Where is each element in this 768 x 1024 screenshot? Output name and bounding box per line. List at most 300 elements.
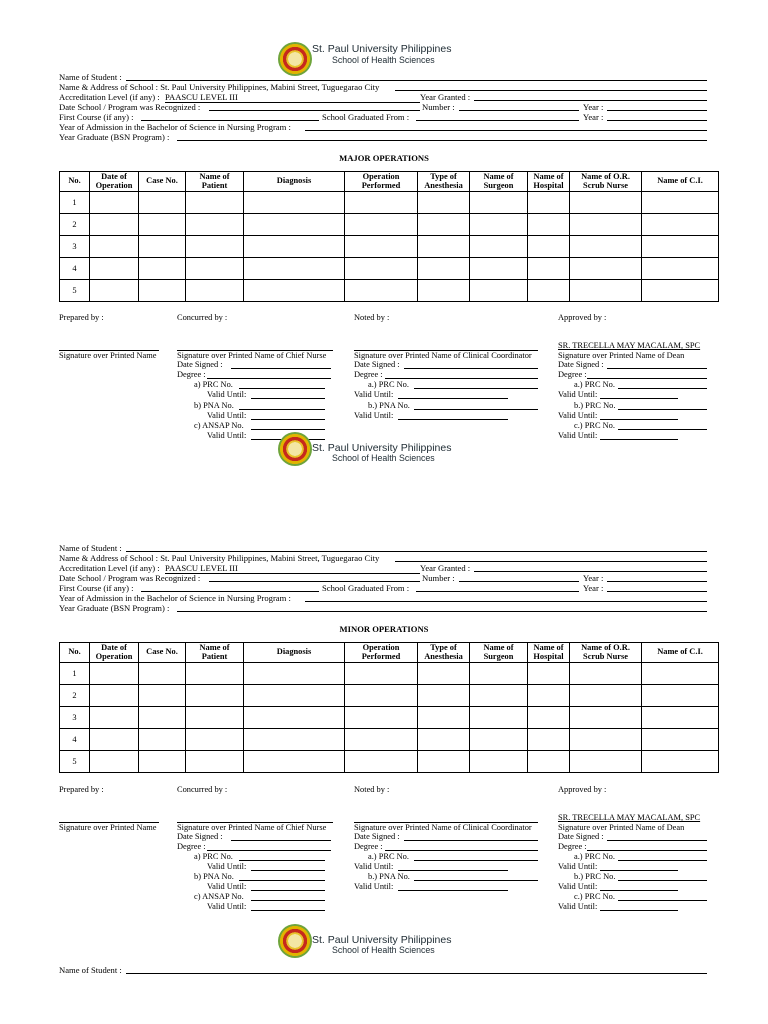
year-field-2[interactable] bbox=[607, 591, 707, 592]
table-row bbox=[60, 236, 719, 258]
valid-until-field[interactable] bbox=[600, 398, 678, 399]
university-name: St. Paul University Philippines bbox=[312, 442, 452, 454]
row-number: 4 bbox=[60, 729, 90, 751]
year-graduate-label: Year Graduate (BSN Program) : bbox=[59, 603, 170, 613]
degree-field[interactable] bbox=[207, 378, 331, 379]
prc-field[interactable] bbox=[414, 860, 538, 861]
table-cell[interactable] bbox=[570, 707, 642, 729]
valid-until-label: Valid Until: bbox=[354, 390, 394, 399]
valid-until-field[interactable] bbox=[398, 419, 508, 420]
table-cell[interactable] bbox=[570, 685, 642, 707]
pna-field[interactable] bbox=[414, 880, 538, 881]
table-cell[interactable] bbox=[470, 214, 528, 236]
ansap-field[interactable] bbox=[251, 900, 325, 901]
table-cell[interactable] bbox=[470, 258, 528, 280]
concurred-by-label: Concurred by : bbox=[177, 313, 228, 322]
first-course-field[interactable] bbox=[141, 591, 319, 592]
col-header: Name of Patient bbox=[186, 643, 244, 663]
valid-until-label: Valid Until: bbox=[558, 902, 598, 911]
student-name-label: Name of Student : bbox=[59, 965, 122, 975]
col-header: Name of Surgeon bbox=[470, 643, 528, 663]
minor-operations-table bbox=[59, 642, 719, 773]
valid-until-label: Valid Until: bbox=[354, 862, 394, 871]
row-number: 2 bbox=[60, 214, 90, 236]
table-cell[interactable] bbox=[139, 236, 186, 258]
row-number: 5 bbox=[60, 280, 90, 302]
date-signed-field[interactable] bbox=[607, 840, 707, 841]
table-cell[interactable] bbox=[418, 663, 470, 685]
year-granted-label: Year Granted : bbox=[420, 563, 471, 573]
degree-label: Degree : bbox=[354, 370, 383, 379]
table-cell[interactable] bbox=[345, 236, 418, 258]
table-cell[interactable] bbox=[418, 707, 470, 729]
year-label: Year : bbox=[583, 102, 604, 112]
valid-until-label: Valid Until: bbox=[558, 862, 598, 871]
table-cell[interactable] bbox=[90, 707, 139, 729]
row-number: 1 bbox=[60, 663, 90, 685]
col-header: Case No. bbox=[139, 172, 186, 192]
row-number: 2 bbox=[60, 685, 90, 707]
school-address-field[interactable] bbox=[395, 90, 707, 91]
date-signed-label: Date Signed : bbox=[177, 360, 223, 369]
col-header: Operation Performed bbox=[345, 643, 418, 663]
school-name: School of Health Sciences bbox=[332, 945, 435, 955]
table-cell[interactable] bbox=[528, 751, 570, 773]
table-cell[interactable] bbox=[418, 751, 470, 773]
table-cell[interactable] bbox=[345, 258, 418, 280]
col-header: Operation Performed bbox=[345, 172, 418, 192]
row-number: 4 bbox=[60, 258, 90, 280]
col-header: Name of Surgeon bbox=[470, 172, 528, 192]
table-cell[interactable] bbox=[186, 729, 244, 751]
date-signed-field[interactable] bbox=[231, 840, 331, 841]
table-row bbox=[60, 258, 719, 280]
table-cell[interactable] bbox=[345, 663, 418, 685]
valid-until-label: Valid Until: bbox=[558, 882, 598, 891]
school-name: School of Health Sciences bbox=[332, 55, 435, 65]
degree-label: Degree : bbox=[558, 842, 587, 851]
table-cell[interactable] bbox=[186, 236, 244, 258]
table-cell[interactable] bbox=[642, 258, 719, 280]
table-cell[interactable] bbox=[345, 707, 418, 729]
sig-chief-nurse: Signature over Printed Name of Chief Nurse bbox=[177, 350, 333, 361]
school-address-label: Name & Address of School : St. Paul University Philippines, Mabini Street, Tuguegarao City bbox=[59, 553, 380, 563]
table-cell[interactable] bbox=[570, 663, 642, 685]
valid-until-field[interactable] bbox=[398, 398, 508, 399]
col-header: Diagnosis bbox=[244, 643, 345, 663]
prc-label: a.) PRC No. bbox=[368, 380, 409, 389]
major-operations-table bbox=[59, 171, 719, 302]
table-cell[interactable] bbox=[528, 258, 570, 280]
year-graduate-field[interactable] bbox=[177, 140, 707, 141]
table-cell[interactable] bbox=[418, 236, 470, 258]
table-cell[interactable] bbox=[570, 751, 642, 773]
valid-until-label: Valid Until: bbox=[207, 862, 247, 871]
valid-until-field[interactable] bbox=[600, 870, 678, 871]
table-cell[interactable] bbox=[186, 214, 244, 236]
table-cell[interactable] bbox=[470, 685, 528, 707]
valid-until-label: Valid Until: bbox=[207, 902, 247, 911]
prc-label: a.) PRC No. bbox=[368, 852, 409, 861]
valid-until-field[interactable] bbox=[398, 870, 508, 871]
col-header: Type of Anesthesia bbox=[418, 643, 470, 663]
table-cell[interactable] bbox=[570, 280, 642, 302]
university-seal-icon bbox=[278, 924, 312, 958]
sig-chief-nurse: Signature over Printed Name of Chief Nurse bbox=[177, 822, 333, 833]
recognized-field[interactable] bbox=[209, 110, 420, 111]
table-cell[interactable] bbox=[139, 214, 186, 236]
pna-field[interactable] bbox=[239, 880, 325, 881]
sig-clinical-coordinator: Signature over Printed Name of Clinical Coordinator bbox=[354, 822, 538, 833]
table-cell[interactable] bbox=[570, 214, 642, 236]
year-admission-field[interactable] bbox=[305, 130, 707, 131]
table-cell[interactable] bbox=[244, 751, 345, 773]
pna-label: b.) PNA No. bbox=[368, 401, 410, 410]
major-operations-title: MAJOR OPERATIONS bbox=[339, 153, 429, 163]
prc-field[interactable] bbox=[618, 429, 707, 430]
table-cell[interactable] bbox=[528, 214, 570, 236]
pna-label: b) PNA No. bbox=[194, 401, 234, 410]
valid-until-label: Valid Until: bbox=[207, 390, 247, 399]
table-cell[interactable] bbox=[642, 280, 719, 302]
university-name: St. Paul University Philippines bbox=[312, 43, 452, 55]
table-cell[interactable] bbox=[570, 729, 642, 751]
table-cell[interactable] bbox=[570, 258, 642, 280]
university-seal-icon bbox=[278, 432, 312, 466]
table-row bbox=[60, 214, 719, 236]
concurred-by-label: Concurred by : bbox=[177, 785, 228, 794]
school-graduated-field[interactable] bbox=[416, 591, 579, 592]
table-cell[interactable] bbox=[528, 236, 570, 258]
degree-field[interactable] bbox=[385, 378, 538, 379]
year-granted-label: Year Granted : bbox=[420, 92, 471, 102]
col-header: Date of Operation bbox=[90, 172, 139, 192]
year-admission-label: Year of Admission in the Bachelor of Science in Nursing Program : bbox=[59, 122, 291, 132]
table-cell[interactable] bbox=[90, 192, 139, 214]
school-graduated-label: School Graduated From : bbox=[322, 112, 410, 122]
table-cell[interactable] bbox=[470, 192, 528, 214]
valid-until-field[interactable] bbox=[251, 870, 325, 871]
table-cell[interactable] bbox=[244, 258, 345, 280]
table-cell[interactable] bbox=[470, 236, 528, 258]
table-cell[interactable] bbox=[90, 751, 139, 773]
university-header bbox=[278, 432, 478, 476]
first-course-field[interactable] bbox=[141, 120, 319, 121]
valid-until-field[interactable] bbox=[398, 890, 508, 891]
valid-until-label: Valid Until: bbox=[558, 390, 598, 399]
table-cell[interactable] bbox=[345, 751, 418, 773]
student-name-field[interactable] bbox=[126, 973, 707, 974]
year-label-2: Year : bbox=[583, 583, 604, 593]
table-cell[interactable] bbox=[90, 214, 139, 236]
table-cell[interactable] bbox=[244, 192, 345, 214]
degree-field[interactable] bbox=[587, 378, 707, 379]
table-cell[interactable] bbox=[90, 729, 139, 751]
noted-by-label: Noted by : bbox=[354, 313, 390, 322]
table-cell[interactable] bbox=[345, 729, 418, 751]
school-address-label: Name & Address of School : St. Paul University Philippines, Mabini Street, Tuguegarao City bbox=[59, 82, 380, 92]
university-name: St. Paul University Philippines bbox=[312, 934, 452, 946]
table-cell[interactable] bbox=[418, 214, 470, 236]
accreditation-value: PAASCU LEVEL III bbox=[165, 563, 420, 574]
table-cell[interactable] bbox=[186, 707, 244, 729]
valid-until-field[interactable] bbox=[251, 890, 325, 891]
table-cell[interactable] bbox=[139, 751, 186, 773]
school-graduated-field[interactable] bbox=[416, 120, 579, 121]
noted-by-label: Noted by : bbox=[354, 785, 390, 794]
school-name: School of Health Sciences bbox=[332, 453, 435, 463]
prc-field[interactable] bbox=[618, 409, 707, 410]
col-header: No. bbox=[60, 643, 90, 663]
sig-dean: Signature over Printed Name of Dean bbox=[558, 351, 685, 360]
valid-until-label: Valid Until: bbox=[207, 411, 247, 420]
date-signed-label: Date Signed : bbox=[354, 832, 400, 841]
year-admission-field[interactable] bbox=[305, 601, 707, 602]
table-cell[interactable] bbox=[186, 663, 244, 685]
col-header: Name of C.I. bbox=[642, 643, 719, 663]
table-cell[interactable] bbox=[470, 663, 528, 685]
table-cell[interactable] bbox=[345, 214, 418, 236]
prc-label: a) PRC No. bbox=[194, 852, 233, 861]
valid-until-label: Valid Until: bbox=[558, 411, 598, 420]
table-cell[interactable] bbox=[528, 663, 570, 685]
table-cell[interactable] bbox=[244, 685, 345, 707]
table-cell[interactable] bbox=[642, 214, 719, 236]
student-name-label: Name of Student : bbox=[59, 72, 122, 82]
year-field[interactable] bbox=[607, 581, 707, 582]
table-cell[interactable] bbox=[139, 685, 186, 707]
table-cell[interactable] bbox=[244, 280, 345, 302]
recognized-label: Date School / Program was Recognized : bbox=[59, 102, 201, 112]
col-header: Case No. bbox=[139, 643, 186, 663]
prc-field[interactable] bbox=[414, 388, 538, 389]
table-cell[interactable] bbox=[244, 236, 345, 258]
col-header: Diagnosis bbox=[244, 172, 345, 192]
date-signed-label: Date Signed : bbox=[177, 832, 223, 841]
accreditation-label: Accreditation Level (if any) : bbox=[59, 92, 160, 102]
dean-name: SR. TRECELLA MAY MACALAM, SPC bbox=[558, 341, 701, 350]
table-cell[interactable] bbox=[528, 729, 570, 751]
date-signed-field[interactable] bbox=[607, 368, 707, 369]
valid-until-field[interactable] bbox=[251, 910, 325, 911]
col-header: Name of C.I. bbox=[642, 172, 719, 192]
degree-label: Degree : bbox=[558, 370, 587, 379]
prc-label: b.) PRC No. bbox=[574, 401, 616, 410]
number-label: Number : bbox=[422, 102, 455, 112]
university-seal-icon bbox=[278, 42, 312, 76]
table-cell[interactable] bbox=[139, 280, 186, 302]
table-cell[interactable] bbox=[470, 729, 528, 751]
table-cell[interactable] bbox=[418, 192, 470, 214]
table-cell[interactable] bbox=[528, 685, 570, 707]
table-cell[interactable] bbox=[345, 192, 418, 214]
table-row bbox=[60, 751, 719, 773]
table-cell[interactable] bbox=[139, 729, 186, 751]
valid-until-field[interactable] bbox=[600, 890, 678, 891]
table-cell[interactable] bbox=[345, 685, 418, 707]
table-cell[interactable] bbox=[90, 236, 139, 258]
table-cell[interactable] bbox=[642, 236, 719, 258]
year-graduate-label: Year Graduate (BSN Program) : bbox=[59, 132, 170, 142]
prc-label: a) PRC No. bbox=[194, 380, 233, 389]
table-cell[interactable] bbox=[528, 192, 570, 214]
valid-until-field[interactable] bbox=[251, 398, 325, 399]
number-field[interactable] bbox=[459, 581, 579, 582]
table-cell[interactable] bbox=[528, 280, 570, 302]
table-cell[interactable] bbox=[570, 236, 642, 258]
minor-operations-title: MINOR OPERATIONS bbox=[339, 624, 429, 634]
table-cell[interactable] bbox=[186, 280, 244, 302]
number-field[interactable] bbox=[459, 110, 579, 111]
table-cell[interactable] bbox=[642, 663, 719, 685]
table-cell[interactable] bbox=[139, 707, 186, 729]
prc-field[interactable] bbox=[239, 388, 325, 389]
school-address-field[interactable] bbox=[395, 561, 707, 562]
valid-until-field[interactable] bbox=[600, 419, 678, 420]
col-header: Name of Patient bbox=[186, 172, 244, 192]
pna-label: b) PNA No. bbox=[194, 872, 234, 881]
prc-label: b.) PRC No. bbox=[574, 872, 616, 881]
date-signed-label: Date Signed : bbox=[354, 360, 400, 369]
table-row bbox=[60, 729, 719, 751]
year-label-2: Year : bbox=[583, 112, 604, 122]
col-header: Name of Hospital bbox=[528, 172, 570, 192]
table-cell[interactable] bbox=[139, 192, 186, 214]
year-granted-field[interactable] bbox=[474, 571, 707, 572]
table-cell[interactable] bbox=[345, 280, 418, 302]
school-graduated-label: School Graduated From : bbox=[322, 583, 410, 593]
prc-label: a.) PRC No. bbox=[574, 380, 615, 389]
table-row bbox=[60, 280, 719, 302]
table-cell[interactable] bbox=[186, 685, 244, 707]
year-granted-field[interactable] bbox=[474, 100, 707, 101]
prepared-by-label: Prepared by : bbox=[59, 785, 104, 794]
table-cell[interactable] bbox=[418, 258, 470, 280]
prc-field[interactable] bbox=[618, 388, 707, 389]
table-cell[interactable] bbox=[642, 707, 719, 729]
date-signed-field[interactable] bbox=[404, 840, 538, 841]
table-cell[interactable] bbox=[418, 685, 470, 707]
table-cell[interactable] bbox=[244, 663, 345, 685]
table-cell[interactable] bbox=[90, 685, 139, 707]
table-header-row bbox=[60, 643, 719, 663]
row-number: 1 bbox=[60, 192, 90, 214]
table-cell[interactable] bbox=[470, 280, 528, 302]
pna-field[interactable] bbox=[239, 409, 325, 410]
date-signed-label: Date Signed : bbox=[558, 832, 604, 841]
valid-until-label: Valid Until: bbox=[558, 431, 598, 440]
valid-until-field[interactable] bbox=[600, 910, 678, 911]
table-cell[interactable] bbox=[90, 280, 139, 302]
col-header: No. bbox=[60, 172, 90, 192]
table-header-row bbox=[60, 172, 719, 192]
prc-field[interactable] bbox=[618, 900, 707, 901]
sig-clinical-coordinator: Signature over Printed Name of Clinical Coordinator bbox=[354, 350, 538, 361]
degree-field[interactable] bbox=[207, 850, 331, 851]
year-admission-label: Year of Admission in the Bachelor of Science in Nursing Program : bbox=[59, 593, 291, 603]
year-label: Year : bbox=[583, 573, 604, 583]
table-cell[interactable] bbox=[186, 258, 244, 280]
valid-until-label: Valid Until: bbox=[207, 882, 247, 891]
number-label: Number : bbox=[422, 573, 455, 583]
first-course-label: First Course (if any) : bbox=[59, 112, 134, 122]
table-cell[interactable] bbox=[139, 663, 186, 685]
degree-field[interactable] bbox=[385, 850, 538, 851]
prc-label: c.) PRC No. bbox=[574, 892, 615, 901]
table-cell[interactable] bbox=[528, 707, 570, 729]
year-graduate-field[interactable] bbox=[177, 611, 707, 612]
prepared-by-label: Prepared by : bbox=[59, 313, 104, 322]
col-header: Name of O.R. Scrub Nurse bbox=[570, 172, 642, 192]
table-cell[interactable] bbox=[470, 707, 528, 729]
table-cell[interactable] bbox=[139, 258, 186, 280]
row-number: 5 bbox=[60, 751, 90, 773]
table-cell[interactable] bbox=[186, 192, 244, 214]
ansap-field[interactable] bbox=[251, 429, 325, 430]
prc-field[interactable] bbox=[239, 860, 325, 861]
row-number: 3 bbox=[60, 707, 90, 729]
table-cell[interactable] bbox=[90, 258, 139, 280]
prc-label: a.) PRC No. bbox=[574, 852, 615, 861]
valid-until-label: Valid Until: bbox=[354, 882, 394, 891]
valid-until-field[interactable] bbox=[251, 419, 325, 420]
table-cell[interactable] bbox=[642, 729, 719, 751]
table-cell[interactable] bbox=[642, 685, 719, 707]
pna-field[interactable] bbox=[414, 409, 538, 410]
recognized-field[interactable] bbox=[209, 581, 420, 582]
ansap-label: c) ANSAP No. bbox=[194, 892, 244, 901]
accreditation-value: PAASCU LEVEL III bbox=[165, 92, 420, 103]
student-name-field[interactable] bbox=[126, 551, 707, 552]
table-cell[interactable] bbox=[418, 729, 470, 751]
prc-field[interactable] bbox=[618, 860, 707, 861]
university-header bbox=[278, 924, 478, 968]
approved-by-label: Approved by : bbox=[558, 313, 607, 322]
table-cell[interactable] bbox=[90, 663, 139, 685]
table-cell[interactable] bbox=[244, 214, 345, 236]
valid-until-label: Valid Until: bbox=[354, 411, 394, 420]
year-field[interactable] bbox=[607, 110, 707, 111]
prc-label: c.) PRC No. bbox=[574, 421, 615, 430]
student-name-field[interactable] bbox=[126, 80, 707, 81]
degree-field[interactable] bbox=[587, 850, 707, 851]
table-cell[interactable] bbox=[418, 280, 470, 302]
approved-by-label: Approved by : bbox=[558, 785, 607, 794]
sig-printed-name: Signature over Printed Name bbox=[59, 350, 159, 361]
table-cell[interactable] bbox=[244, 729, 345, 751]
year-field-2[interactable] bbox=[607, 120, 707, 121]
first-course-label: First Course (if any) : bbox=[59, 583, 134, 593]
row-number: 3 bbox=[60, 236, 90, 258]
prc-field[interactable] bbox=[618, 880, 707, 881]
table-cell[interactable] bbox=[244, 707, 345, 729]
table-cell[interactable] bbox=[186, 751, 244, 773]
col-header: Date of Operation bbox=[90, 643, 139, 663]
recognized-label: Date School / Program was Recognized : bbox=[59, 573, 201, 583]
table-cell[interactable] bbox=[470, 751, 528, 773]
col-header: Name of O.R. Scrub Nurse bbox=[570, 643, 642, 663]
degree-label: Degree : bbox=[177, 370, 206, 379]
pna-label: b.) PNA No. bbox=[368, 872, 410, 881]
degree-label: Degree : bbox=[177, 842, 206, 851]
date-signed-label: Date Signed : bbox=[558, 360, 604, 369]
valid-until-field[interactable] bbox=[600, 439, 678, 440]
date-signed-field[interactable] bbox=[231, 368, 331, 369]
date-signed-field[interactable] bbox=[404, 368, 538, 369]
table-cell[interactable] bbox=[642, 192, 719, 214]
table-cell[interactable] bbox=[642, 751, 719, 773]
table-cell[interactable] bbox=[570, 192, 642, 214]
